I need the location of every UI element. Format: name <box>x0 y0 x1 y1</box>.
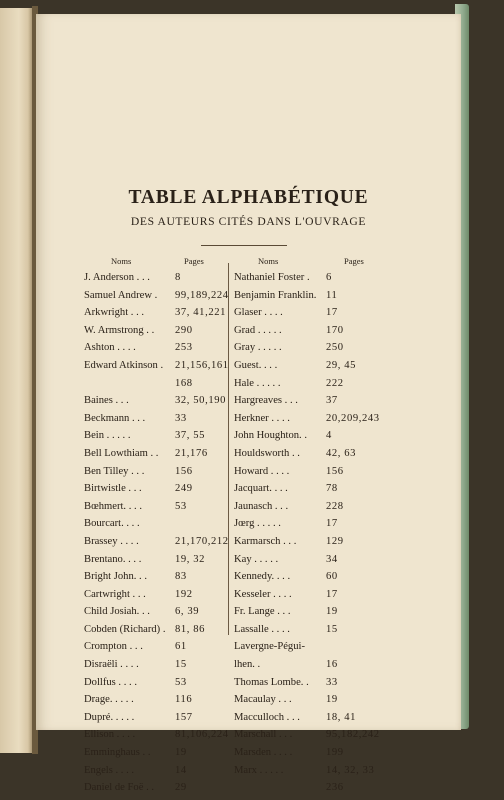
index-entry <box>84 342 228 360</box>
index-entry <box>84 325 228 343</box>
author-name: Daniel de Foë . . <box>84 782 155 794</box>
page-numbers: 19 <box>175 747 187 759</box>
author-name: Samuel Andrew . <box>84 289 158 301</box>
author-name: Gray . . . . . <box>234 342 282 354</box>
page-numbers: 192 <box>175 588 193 600</box>
page-numbers: 42, 63 <box>326 447 357 459</box>
author-name: Bœhmert. . . . <box>84 500 142 512</box>
author-name: W. Armstrong . . <box>84 324 155 336</box>
author-name: Lassalle . . . . <box>234 623 290 635</box>
author-name: Child Josiah. . . <box>84 606 150 618</box>
page-numbers: 116 <box>175 694 193 706</box>
page-numbers: 199 <box>326 747 344 759</box>
page-numbers: 15 <box>175 659 187 671</box>
page-numbers: 81,106,224 <box>175 729 229 741</box>
page-numbers: 14 <box>175 764 187 776</box>
author-name: John Houghton. . <box>234 430 307 442</box>
index-entry <box>84 448 228 466</box>
author-name: Kennedy. . . . <box>234 571 291 583</box>
index-column-left <box>84 256 228 800</box>
page-numbers: 17 <box>326 307 338 319</box>
author-name: Jœrg . . . . . <box>234 518 281 530</box>
index-entry <box>234 712 384 730</box>
author-name: Glaser . . . . <box>234 307 283 319</box>
index-entry <box>84 378 228 396</box>
author-name: Disraëli . . . . <box>84 659 139 671</box>
author-name: Houldsworth . . <box>234 447 300 459</box>
index-entry <box>234 448 384 466</box>
author-name: Macculloch . . . <box>234 711 300 723</box>
index-entry <box>234 694 384 712</box>
page-numbers: 156 <box>326 465 344 477</box>
author-name: Marx . . . . . <box>234 764 284 776</box>
page-numbers: 19 <box>326 606 338 618</box>
author-name: Benjamin Franklin. <box>234 289 317 301</box>
index-entry <box>84 589 228 607</box>
author-name: Guest. . . . <box>234 359 278 371</box>
author-name: Dollfus . . . . <box>84 676 137 688</box>
page-numbers: 37 <box>326 395 338 407</box>
page-subtitle: DES AUTEURS CITÉS DANS L'OUVRAGE <box>130 215 367 228</box>
author-name: J. Anderson . . . <box>84 272 150 283</box>
index-entry <box>84 272 228 290</box>
index-entry <box>84 290 228 308</box>
index-entry <box>84 554 228 572</box>
index-entry <box>234 606 384 624</box>
index-entry <box>234 782 384 800</box>
page-numbers: 29 <box>175 782 187 794</box>
author-name: Bourcart. . . . <box>84 518 140 530</box>
page-numbers: 60 <box>326 571 338 583</box>
index-entry <box>234 624 384 642</box>
title-rule <box>201 245 287 246</box>
index-entry <box>84 395 228 413</box>
author-name: Bein . . . . . <box>84 430 131 442</box>
index-entry <box>84 712 228 730</box>
page-numbers: 53 <box>175 500 187 512</box>
page-numbers: 19, 32 <box>175 553 206 565</box>
page-numbers: 29, 45 <box>326 359 357 371</box>
page-numbers: 34 <box>326 553 338 565</box>
page-numbers: 16 <box>326 659 338 671</box>
index-entry <box>234 430 384 448</box>
index-entry <box>84 641 228 659</box>
author-name: lhen. . <box>234 659 261 671</box>
index-entry <box>234 554 384 572</box>
page-numbers: 14, 32, 33 <box>326 764 375 776</box>
author-name: Marschall . . . <box>234 729 293 741</box>
author-name: Thomas Lombe. . <box>234 676 309 688</box>
index-entry <box>84 782 228 800</box>
page-numbers: 250 <box>326 342 344 354</box>
page-numbers: 222 <box>326 377 344 389</box>
page-numbers: 18, 41 <box>326 711 357 723</box>
page-numbers: 4 <box>326 430 332 442</box>
author-name: Brentano. . . . <box>84 553 142 565</box>
page-title: TABLE ALPHABÉTIQUE <box>128 187 369 208</box>
author-name: Arkwright . . . <box>84 307 145 319</box>
page-numbers: 32, 50,190 <box>175 395 227 407</box>
page-numbers: 156 <box>175 465 193 477</box>
author-name: Bright John. . . <box>84 571 147 583</box>
index-entry <box>84 360 228 378</box>
index-rows-left <box>84 272 228 800</box>
page-numbers: 21,156,161 <box>175 359 229 371</box>
index-column-right <box>234 256 384 800</box>
author-name: Engels . . . . <box>84 764 135 776</box>
author-name: Lavergne-Pégui- <box>234 641 305 653</box>
book-page <box>36 14 461 794</box>
column-header <box>234 256 384 272</box>
page-numbers: 21,170,212 <box>175 535 229 547</box>
index-entry <box>234 413 384 431</box>
page-numbers: 33 <box>175 412 187 424</box>
author-name: Dupré. . . . . <box>84 711 135 723</box>
index-entry <box>84 765 228 783</box>
index-entry <box>234 677 384 695</box>
index-entry <box>234 307 384 325</box>
page-numbers: 6, 39 <box>175 606 200 618</box>
author-name: Hale . . . . . <box>234 377 281 389</box>
author-name: Nathaniel Foster . <box>234 272 310 283</box>
author-name: Cartwright . . . <box>84 588 146 600</box>
page-numbers: 170 <box>326 324 344 336</box>
page-numbers: 19 <box>326 694 338 706</box>
author-name: Bell Lowthiam . . <box>84 447 159 459</box>
index-entry <box>84 694 228 712</box>
page-numbers: 99,189,224 <box>175 289 229 301</box>
index-entry <box>234 360 384 378</box>
page-numbers: 17 <box>326 518 338 530</box>
index-entry <box>84 307 228 325</box>
index-entry <box>84 413 228 431</box>
author-name: Baines . . . <box>84 395 129 407</box>
index-entry <box>234 659 384 677</box>
author-name: Emminghaus . . <box>84 747 151 759</box>
index-entry <box>234 395 384 413</box>
page-numbers: 20,209,243 <box>326 412 380 424</box>
header-pages: Pages <box>344 256 364 266</box>
author-name: Macaulay . . . <box>234 694 292 706</box>
page-numbers: 33 <box>326 676 338 688</box>
page-numbers: 228 <box>326 500 344 512</box>
left-page-edge <box>0 8 34 753</box>
page-numbers: 53 <box>175 676 187 688</box>
author-name: Hargreaves . . . <box>234 395 298 407</box>
page-numbers: 249 <box>175 483 193 495</box>
author-name: Fr. Lange . . . <box>234 606 291 618</box>
header-names: Noms <box>111 256 132 266</box>
author-name: Birtwistle . . . <box>84 483 142 495</box>
page-numbers: 61 <box>175 641 187 653</box>
index-entry <box>234 290 384 308</box>
author-name: Karmarsch . . . <box>234 535 297 547</box>
page-numbers: 6 <box>326 272 332 283</box>
index-entry <box>84 571 228 589</box>
column-header <box>84 256 228 272</box>
index-entry <box>234 747 384 765</box>
index-entry <box>84 659 228 677</box>
index-entry <box>84 747 228 765</box>
index-entry <box>234 765 384 783</box>
index-entry <box>234 501 384 519</box>
author-name: Ashton . . . . <box>84 342 136 354</box>
page-numbers: 81, 86 <box>175 623 206 635</box>
page-numbers: 8 <box>175 272 181 283</box>
page-numbers: 83 <box>175 571 187 583</box>
author-name: Marsden . . . . <box>234 747 293 759</box>
index-entry <box>234 518 384 536</box>
author-name: Drage. . . . . <box>84 694 134 706</box>
index-entry <box>84 624 228 642</box>
page-numbers: 37, 41,221 <box>175 307 227 319</box>
index-entry <box>234 571 384 589</box>
index-entry <box>84 466 228 484</box>
page-numbers: 78 <box>326 483 338 495</box>
index-entry <box>234 483 384 501</box>
author-name: Herkner . . . . <box>234 412 290 424</box>
page-numbers: 37, 55 <box>175 430 206 442</box>
index-entry <box>84 606 228 624</box>
author-name: Jacquart. . . . <box>234 483 288 495</box>
author-name: Ellison . . . . <box>84 729 136 741</box>
header-pages: Pages <box>184 256 204 266</box>
author-name: Crompton . . . <box>84 641 143 653</box>
page-numbers: 157 <box>175 711 193 723</box>
page-numbers: 290 <box>175 324 193 336</box>
column-divider <box>228 263 229 635</box>
page-numbers: 129 <box>326 535 344 547</box>
index-entry <box>234 378 384 396</box>
author-name: Kesseler . . . . <box>234 588 292 600</box>
page-numbers: 15 <box>326 623 338 635</box>
page-numbers: 253 <box>175 342 193 354</box>
index-entry <box>234 536 384 554</box>
index-entry <box>84 518 228 536</box>
header-names: Noms <box>258 256 279 266</box>
index-entry <box>84 536 228 554</box>
index-entry <box>84 483 228 501</box>
author-name: Jaunasch . . . <box>234 500 289 512</box>
author-name: Cobden (Richard) . <box>84 623 166 635</box>
author-name: Grad . . . . . <box>234 324 282 336</box>
author-name: Ben Tilley . . . <box>84 465 145 477</box>
page-numbers: 21,176 <box>175 447 208 459</box>
index-entry <box>234 589 384 607</box>
author-name: Beckmann . . . <box>84 412 146 424</box>
index-entry <box>234 729 384 747</box>
page-numbers: 17 <box>326 588 338 600</box>
author-name: Brassey . . . . <box>84 535 139 547</box>
index-entry <box>84 430 228 448</box>
page-numbers: 95,182,242 <box>326 729 380 741</box>
index-entry <box>84 729 228 747</box>
index-rows-right <box>234 272 384 800</box>
index-entry <box>234 466 384 484</box>
index-entry <box>234 272 384 290</box>
index-entry <box>234 325 384 343</box>
index-entry <box>234 342 384 360</box>
page-numbers: 11 <box>326 289 338 301</box>
index-entry <box>234 641 384 659</box>
index-entry <box>84 501 228 519</box>
page-numbers: 236 <box>326 782 344 794</box>
page-numbers: 168 <box>175 377 193 389</box>
author-name: Howard . . . . <box>234 465 290 477</box>
index-entry <box>84 677 228 695</box>
author-name: Edward Atkinson . <box>84 359 164 371</box>
author-name: Kay . . . . . <box>234 553 279 565</box>
